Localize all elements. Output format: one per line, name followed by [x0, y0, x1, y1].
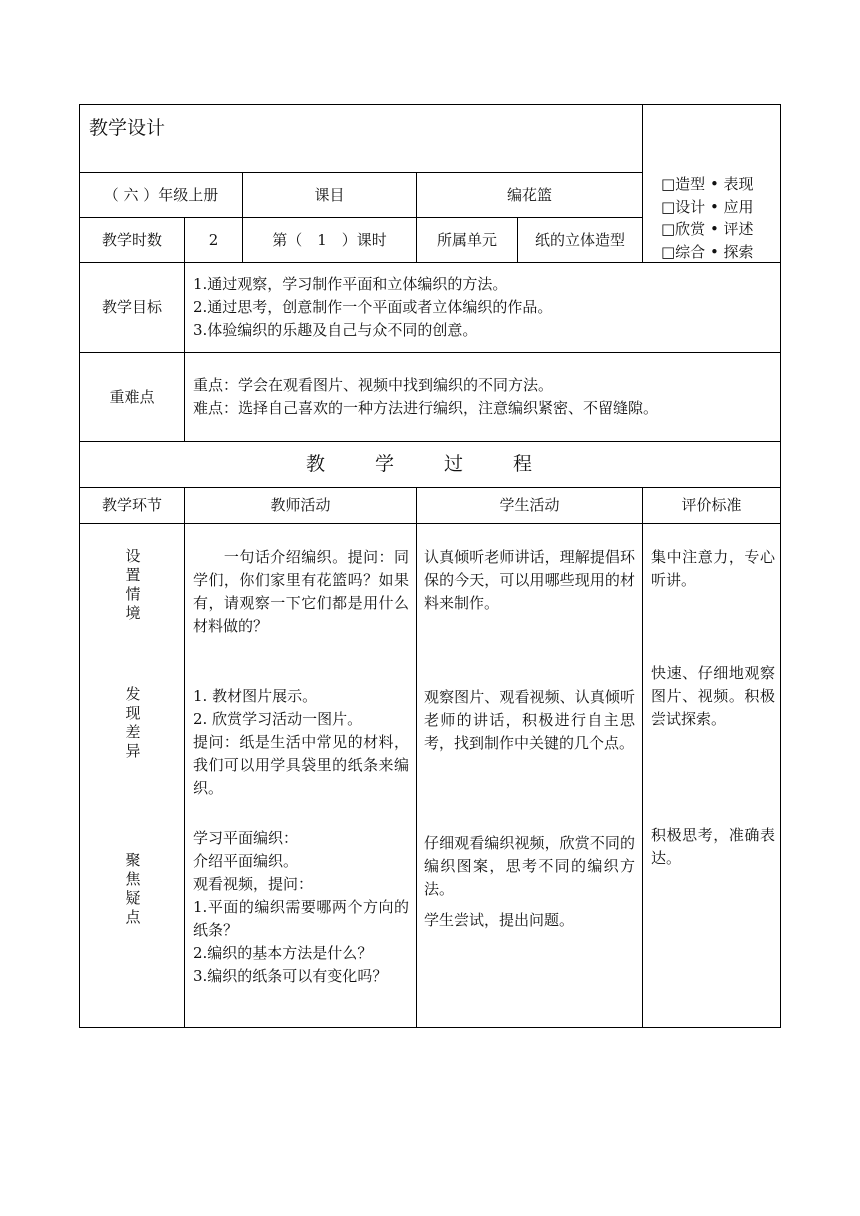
domain-option: □设计 • 应用 — [661, 198, 754, 216]
domain-option: □造型 • 表现 — [661, 175, 754, 193]
objectives-label: 教学目标 — [101, 298, 162, 316]
lesson-number: 第（ 1 ）课时 — [272, 231, 387, 249]
unit-label: 所属单元 — [436, 231, 497, 249]
grade-cell: （ 六 ）年级上册 — [103, 186, 219, 204]
criteria-line: 积极思考，准确表达。 — [651, 826, 775, 867]
teacher-activity-line: 2.编织的基本方法是什么？ — [193, 944, 373, 962]
teacher-activity-line: 观看视频，提问： — [193, 875, 314, 893]
teacher-activity-line: 1.平面的编织需要哪两个方向的纸条？ — [193, 898, 409, 939]
key-point-item: 难点：选择自己喜欢的一种方法进行编织，注意编织紧密、不留缝隙。 — [193, 399, 659, 417]
column-header-criteria: 评价标准 — [681, 496, 742, 514]
evaluation-criteria — [651, 662, 775, 731]
unit-value: 纸的立体造型 — [534, 231, 625, 249]
student-activity-line: 观察图片、观看视频、认真倾听老师的讲话，积极进行自主思考，找到制作中关键的几个点。 — [424, 688, 635, 752]
row-divider — [79, 217, 642, 218]
stage-label: 设置情境 — [125, 547, 141, 622]
hours-label: 教学时数 — [101, 231, 162, 249]
col-divider — [416, 487, 417, 1028]
teacher-activity — [193, 827, 409, 988]
teacher-activity-line: 2. 欣赏学习活动一图片。 — [193, 710, 363, 728]
objective-item: 2.通过思考，创意制作一个平面或者立体编织的作品。 — [193, 298, 553, 316]
criteria-line: 快速、仔细地观察图片、视频。积极尝试探索。 — [651, 664, 775, 728]
hours-value: 2 — [208, 231, 219, 249]
objective-item: 3.体验编织的乐趣及自己与众不同的创意。 — [193, 321, 478, 339]
table-border-right — [780, 104, 781, 1028]
key-point-item: 重点：学会在观看图片、视频中找到编织的不同方法。 — [193, 376, 554, 394]
criteria-line: 集中注意力，专心听讲。 — [651, 548, 775, 589]
col-divider — [642, 487, 643, 1028]
teacher-activity-line: 一句话介绍编织。提问：同学们，你们家里有花篮吗？如果有，请观察一下它们都是用什么材料做的？ — [193, 548, 409, 635]
subject-value: 编花篮 — [506, 186, 552, 204]
teacher-activity-line: 1. 教材图片展示。 — [193, 687, 318, 705]
student-activity-line: 认真倾听老师讲话，理解提倡环保的今天，可以用哪些现用的材料来制作。 — [424, 548, 635, 612]
teacher-activity-line: 学习平面编织： — [193, 829, 299, 847]
student-activity — [424, 546, 635, 615]
teacher-activity-line: 提问：纸是生活中常见的材料，我们可以用学具袋里的纸条来编织。 — [193, 733, 409, 797]
objective-item: 1.通过观察，学习制作平面和立体编织的方法。 — [193, 275, 508, 293]
student-activity-line: 仔细观看编织视频，欣赏不同的编织图案，思考不同的编织方法。 — [424, 834, 635, 898]
column-header-stage: 教学环节 — [101, 496, 162, 514]
student-activity-line: 学生尝试，提出问题。 — [424, 911, 575, 929]
doc-title: 教学设计 — [89, 117, 166, 139]
teacher-activity-line: 介绍平面编织。 — [193, 852, 299, 870]
teacher-activity — [193, 685, 409, 800]
domain-option: □综合 • 探索 — [661, 243, 754, 261]
col-divider — [642, 104, 643, 263]
teacher-activity-line: 3.编织的纸条可以有变化吗？ — [193, 967, 388, 985]
row-divider — [79, 172, 642, 173]
col-divider — [184, 262, 185, 442]
key-points-label: 重难点 — [109, 388, 155, 406]
student-activity — [424, 686, 635, 755]
stage-label: 聚焦疑点 — [125, 851, 141, 926]
subject-label: 课目 — [314, 186, 345, 204]
teacher-activity — [193, 546, 409, 638]
col-divider — [184, 487, 185, 1028]
column-header-teacher: 教师活动 — [270, 496, 331, 514]
table-border-top — [79, 104, 781, 105]
column-header-student: 学生活动 — [499, 496, 560, 514]
evaluation-criteria — [651, 824, 775, 870]
evaluation-criteria — [651, 546, 775, 592]
stage-label: 发现差异 — [125, 685, 141, 760]
domain-option: □欣赏 • 评述 — [661, 220, 754, 238]
process-title: 教 学 过 程 — [305, 453, 555, 475]
student-activity — [424, 832, 635, 932]
